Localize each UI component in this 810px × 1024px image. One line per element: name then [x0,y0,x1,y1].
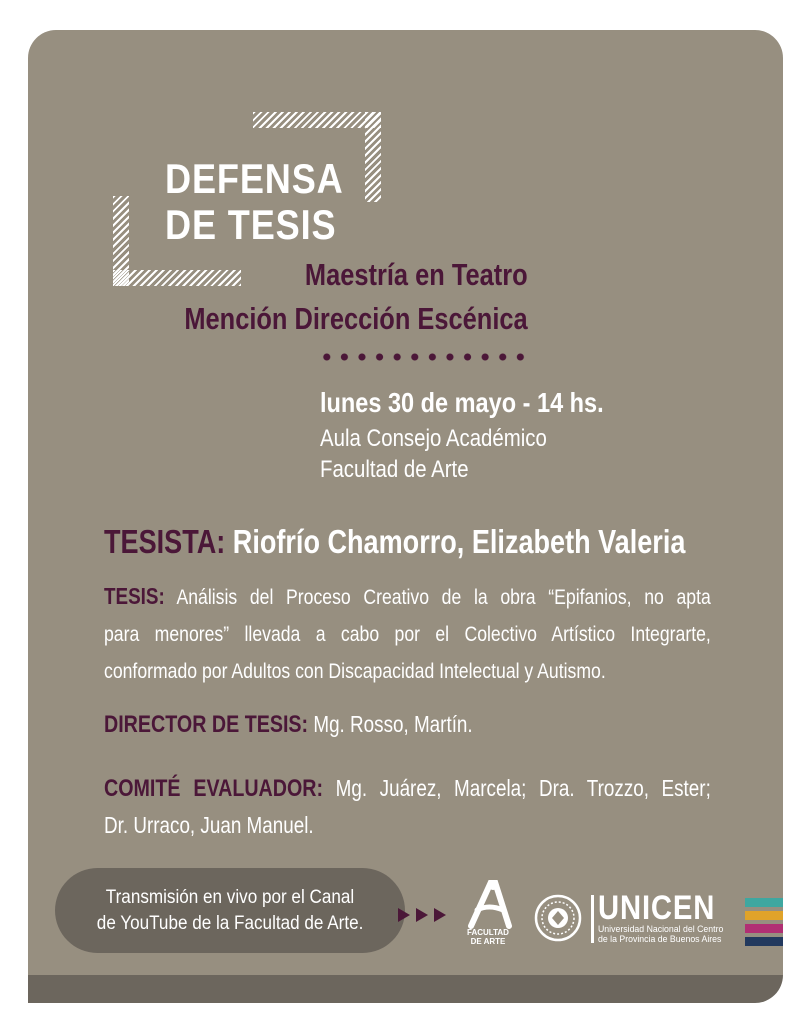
comite-label: COMITÉ EVALUADOR: [104,775,324,802]
stream-line-2: de YouTube de la Facultad de Arte. [96,912,364,934]
comite-members-2: Dr. Urraco, Juan Manuel. [104,812,314,838]
title-line-2: DE TESIS [165,201,337,248]
tesis-label: TESIS: [104,583,165,609]
tesis-line-1 [104,578,711,616]
color-stripe-navy [745,937,783,946]
event-venue: Aula Consejo Académico [320,425,547,452]
tesista-row [104,522,685,562]
color-stripe-orange [745,911,783,920]
unicen-logo-text: UNICEN [598,889,716,927]
hatch-frame-top [253,112,381,128]
tesista-label: TESISTA: [104,523,226,560]
facultad-label-line-2: DE ARTE [470,937,506,946]
tesis-text-1: Análisis del Proceso Creativo de la obra “Epifanios, no apta [176,585,711,609]
facultad-arte-label [463,928,513,946]
tesis-text-2: para menores” llevada a cabo por el Colectivo Artístico Integrarte, [104,622,711,646]
tesis-text-3: conformado por Adultos con Discapacidad Intelectual y Autismo. [104,659,606,683]
color-stripe-magenta [745,924,783,933]
facultad-label-line-1: FACULTAD [467,928,509,937]
event-date: lunes 30 de mayo - 14 hs. [320,387,604,418]
bottom-strip [28,975,783,1003]
stream-notice [55,868,405,953]
event-faculty: Facultad de Arte [320,456,469,483]
subtitle-mention: Mención Dirección Escénica [184,301,528,336]
comite-block [104,770,711,843]
subtitle-program: Maestría en Teatro [305,257,528,292]
comite-members-1: Mg. Juárez, Marcela; Dra. Trozzo, Ester; [335,775,711,801]
university-seal-icon [534,894,582,942]
director-row [104,706,473,743]
color-stripe-teal [745,898,783,907]
comite-line-1 [104,770,711,807]
title-line-1: DEFENSA [165,155,344,202]
unicen-divider [591,895,594,943]
triple-arrow-icon [398,906,458,924]
tesista-name: Riofrío Chamorro, Elizabeth Valeria [232,523,686,560]
hatch-frame-bottom [113,270,241,286]
dotted-divider [318,352,530,362]
unicen-subtitle-2: de la Provincia de Buenos Aires [598,934,722,945]
hatch-frame-right [365,112,381,202]
director-name: Mg. Rosso, Martín. [313,711,473,737]
tesis-block [104,578,711,690]
unicen-subtitle-1: Universidad Nacional del Centro [598,924,724,935]
director-label: DIRECTOR DE TESIS: [104,711,309,738]
stream-line-1: Transmisión en vivo por el Canal [105,886,355,908]
